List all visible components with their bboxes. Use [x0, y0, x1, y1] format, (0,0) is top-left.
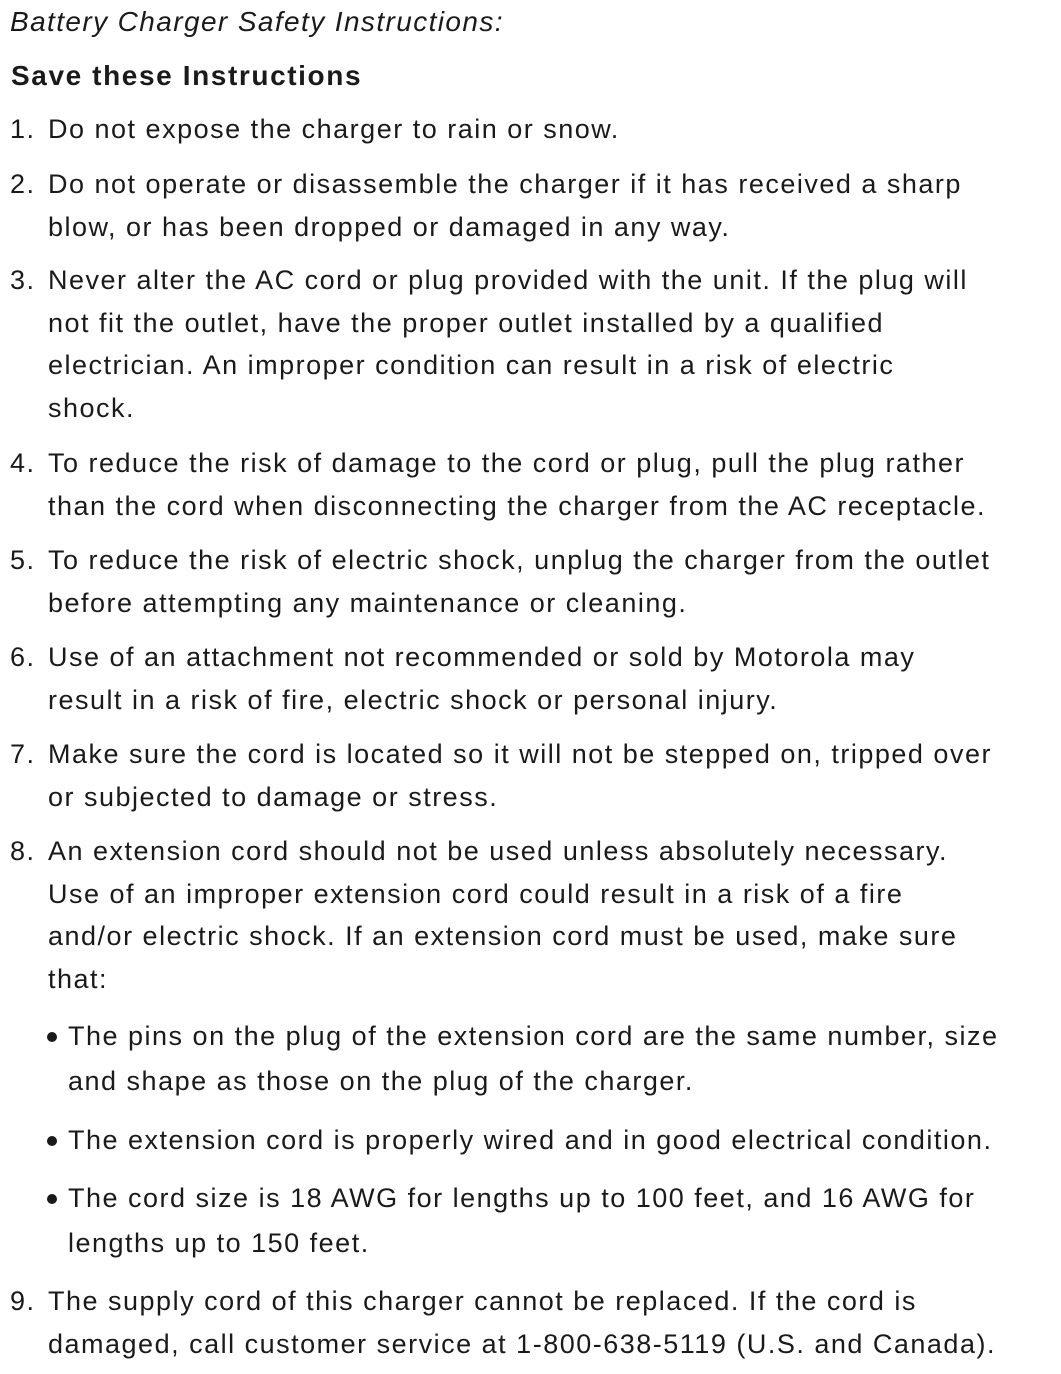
item-line: Do not expose the charger to rain or snow. [48, 114, 620, 144]
item-number: 8. [10, 836, 36, 866]
bullet-item-2 [47, 1118, 1047, 1163]
item-text [48, 733, 1055, 818]
item-line: not fit the outlet, have the proper outlet installed by a qualified [48, 307, 884, 338]
item-line: than the cord when disconnecting the charger from the AC receptacle. [48, 490, 986, 521]
item-text [48, 830, 1055, 1000]
instruction-item-1 [10, 108, 1055, 151]
bullet-item-1 [47, 1014, 1047, 1103]
bullet-line: The pins on the plug of the extension cord are the same number, size [68, 1021, 999, 1051]
item-line: Use of an improper extension cord could result in a risk of a fire [48, 878, 904, 909]
item-line: electrician. An improper condition can result in a risk of electric [48, 350, 895, 380]
item-text [48, 108, 1055, 151]
page-subtitle: Save these Instructions [11, 60, 363, 91]
item-number: 2. [10, 169, 36, 199]
instruction-item-9 [10, 1280, 1055, 1365]
item-line: Use of an attachment not recommended or sold by Motorola may [48, 642, 916, 672]
item-number: 4. [10, 448, 36, 478]
instruction-item-8 [10, 830, 1055, 1000]
bullet-text [68, 1176, 1047, 1265]
bullet-line: The cord size is 18 AWG for lengths up to 100 feet, and 16 AWG for [68, 1183, 976, 1213]
item-line: result in a risk of fire, electric shock or personal injury. [48, 684, 779, 715]
bullet-dot-icon [47, 1194, 57, 1204]
item-line: The supply cord of this charger cannot be replaced. If the cord is [48, 1286, 917, 1316]
item-line: To reduce the risk of electric shock, unplug the charger from the outlet [48, 545, 991, 575]
item-line: To reduce the risk of damage to the cord or plug, pull the plug rather [48, 448, 965, 478]
item-line: Never alter the AC cord or plug provided with the unit. If the plug will [48, 265, 968, 295]
item-text [48, 163, 1055, 248]
page-title: Battery Charger Safety Instructions: [10, 6, 504, 37]
bullet-line: and shape as those on the plug of the charger. [68, 1065, 694, 1096]
item-number: 7. [10, 739, 36, 769]
item-text [48, 636, 1055, 721]
item-line: Make sure the cord is located so it will not be stepped on, tripped over [48, 739, 992, 769]
instruction-item-5 [10, 539, 1055, 624]
item-number: 9. [10, 1286, 36, 1316]
item-number: 6. [10, 642, 36, 672]
bullet-line: The extension cord is properly wired and in good electrical condition. [68, 1125, 993, 1155]
item-number: 3. [10, 265, 36, 295]
instruction-item-3 [10, 259, 1055, 429]
bullet-text [68, 1118, 1047, 1163]
item-number: 1. [10, 114, 36, 144]
item-line: and/or electric shock. If an extension cord must be used, make sure [48, 921, 958, 951]
bullet-dot-icon [47, 1032, 57, 1042]
item-text [48, 442, 1055, 527]
item-line: damaged, call customer service at 1-800-638-5119 (U.S. and Canada). [48, 1328, 996, 1359]
bullet-line: lengths up to 150 feet. [68, 1227, 370, 1258]
instruction-item-4 [10, 442, 1055, 527]
item-text [48, 539, 1055, 624]
instruction-item-6 [10, 636, 1055, 721]
bullet-item-3 [47, 1176, 1047, 1265]
item-line: An extension cord should not be used unless absolutely necessary. [48, 836, 948, 866]
item-line: shock. [48, 392, 136, 423]
instruction-item-7 [10, 733, 1055, 818]
item-number: 5. [10, 545, 36, 575]
item-line: Do not operate or disassemble the charger if it has received a sharp [48, 169, 962, 199]
item-text [48, 1280, 1055, 1365]
bullet-text [68, 1014, 1047, 1103]
instruction-item-2 [10, 163, 1055, 248]
item-line: or subjected to damage or stress. [48, 781, 499, 812]
item-line: blow, or has been dropped or damaged in any way. [48, 211, 731, 242]
item-text [48, 259, 1055, 429]
item-line: that: [48, 963, 109, 994]
item-line: before attempting any maintenance or cleaning. [48, 587, 688, 618]
bullet-dot-icon [47, 1136, 57, 1146]
